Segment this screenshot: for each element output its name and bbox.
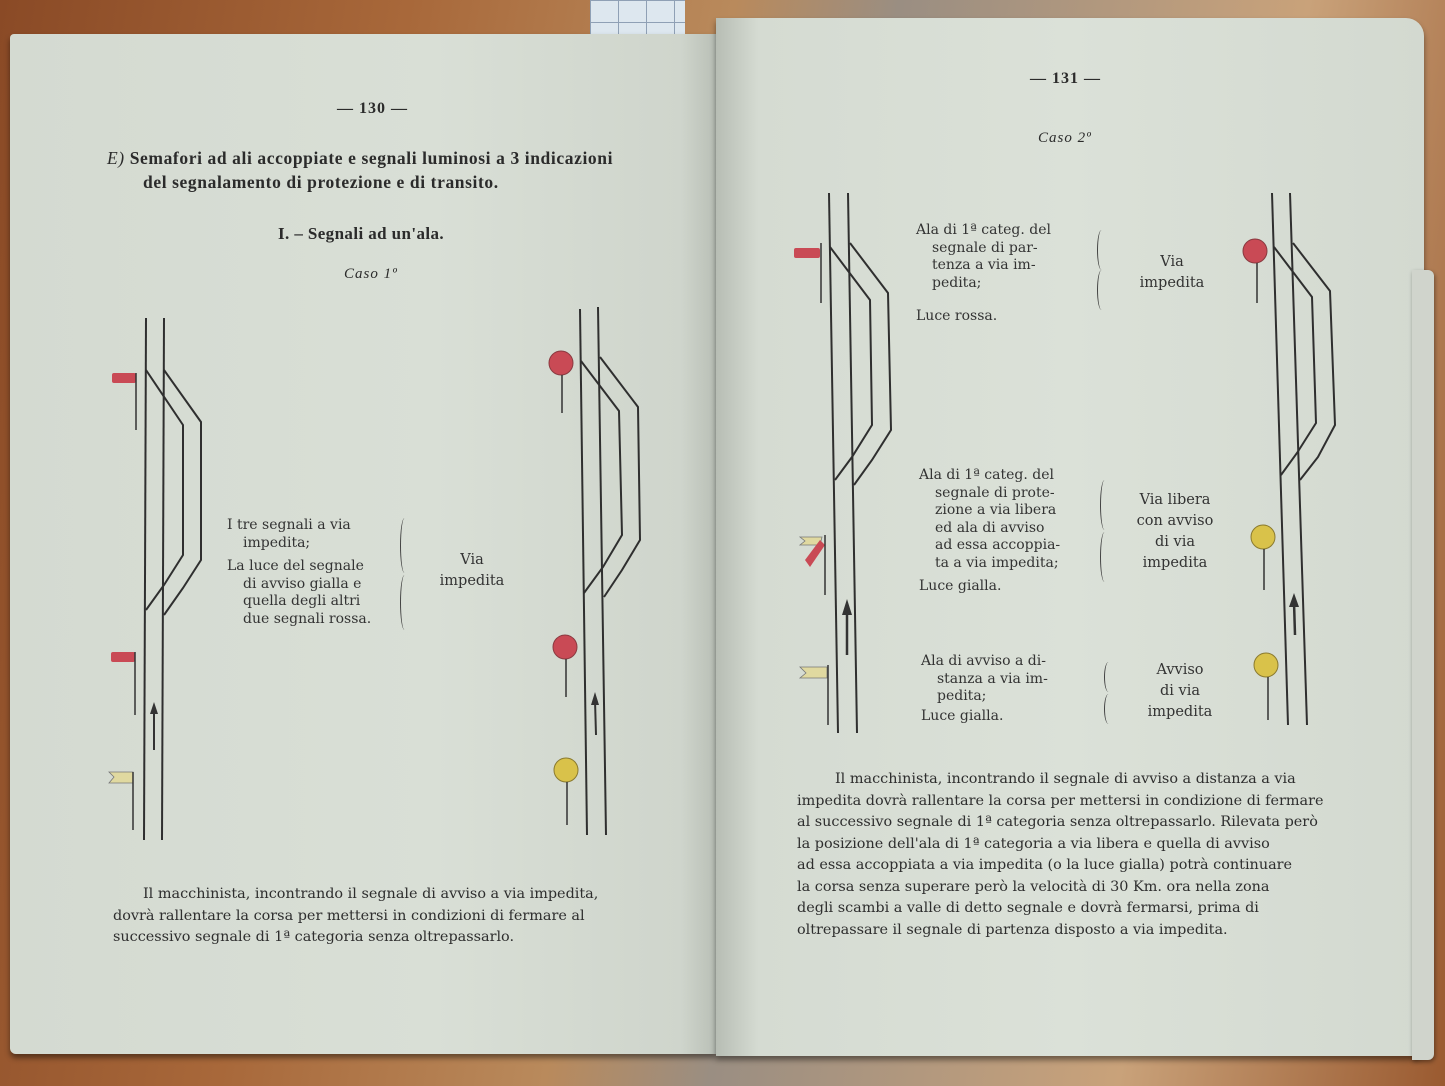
light-signal-top-red [549, 351, 573, 413]
brace-row-3-lower [1104, 694, 1113, 724]
brace-row-2-upper [1100, 480, 1109, 530]
legend-row-1: Ala di 1ª categ. del segnale di par- tenza a via im- pedita; Luce rossa. [916, 222, 1051, 324]
light-signal-diagram-case-1 [530, 295, 670, 855]
distant-signal-yellow-wing [109, 772, 133, 830]
light-signal-diagram-case-2 [1230, 185, 1360, 745]
distant-signal-yellow-wing [800, 665, 828, 725]
protection-semaphore-coupled-wings [800, 535, 825, 595]
legend-row-3: Ala di avviso a di- stanza a via im- pedita; Luce gialla. [921, 653, 1048, 724]
departure-semaphore-red-wing [794, 243, 821, 303]
paragraph-case-1: Il macchinista, incontrando il segnale di avviso a via impedita, dovrà rallentare la corsa per mettersi in condizioni di fermare al successivo segnale di 1ª categoria senza oltrepassarlo. [113, 886, 599, 945]
legend-case-1: I tre segnali a via impedita; La luce del segnale di avviso gialla e quella degli altri due segnali rossa. [227, 517, 372, 627]
direction-arrow-icon [1289, 593, 1299, 635]
paragraph-case-2: Il macchinista, incontrando il segnale di avviso a distanza a via impedita dovrà rallentare la corsa per mettersi in condizione di fermare al successivo segnale di 1ª categoria senza oltrepassarlo. Rilevata però la posizione dell'ala di 1ª categoria a via libera e quella di avviso ad essa accoppiata a via impedita (o la luce gialla) potrà continuare la corsa senza superare però la velocità di 30 Km. ora nella zona degli scambi a valle di detto segnale e dovrà fermarsi, prima di oltrepassare il segnale di partenza disposto a via impedita. [797, 771, 1324, 938]
case-label-1: Caso 1º [344, 266, 398, 282]
brace-row-1-lower [1097, 270, 1106, 310]
brace-row-3-upper [1104, 662, 1113, 692]
brace-upper [400, 518, 409, 573]
page-number-131: — 131 — [1030, 70, 1101, 87]
section-letter: E) [107, 148, 125, 168]
verdict-row-1: Via impedita [1139, 254, 1205, 291]
semaphore-diagram-case-2 [780, 185, 910, 745]
semaphore-signal-top [112, 373, 136, 430]
direction-arrow-icon [591, 692, 599, 735]
graph-paper-background [590, 0, 685, 36]
brace-row-2-lower [1100, 532, 1109, 582]
light-signal-top-red [1243, 239, 1267, 303]
verdict-row-2: Via libera con avviso di via impedita [1136, 492, 1214, 571]
light-signal-bottom-yellow [554, 758, 578, 825]
page-number-130: — 130 — [337, 100, 408, 117]
light-signal-bottom-yellow [1254, 653, 1278, 720]
verdict-case-1: Via impedita [439, 552, 505, 589]
semaphore-signal-middle [111, 652, 135, 715]
legend-row-2: Ala di 1ª categ. del segnale di prote- zione a via libera ed ala di avviso ad essa accoppia- ta a via impedita; Luce gialla. [919, 467, 1061, 594]
section-title: E) Semafori ad ali accoppiate e segnali luminosi a 3 indicazioni del segnalamento di protezione e di transito. [107, 148, 614, 192]
light-signal-middle-red [553, 635, 577, 697]
direction-arrow-icon [842, 599, 852, 655]
light-signal-middle-yellow [1251, 525, 1275, 590]
brace-row-1-upper [1097, 230, 1106, 270]
direction-arrow-icon [150, 702, 158, 750]
page-edge [1412, 270, 1434, 1060]
brace-lower [400, 575, 409, 630]
semaphore-diagram-case-1 [100, 310, 220, 850]
verdict-row-3: Avviso di via impedita [1147, 662, 1213, 720]
subsection-title: I. – Segnali ad un'ala. [278, 224, 445, 243]
case-label-2: Caso 2º [1038, 130, 1092, 146]
